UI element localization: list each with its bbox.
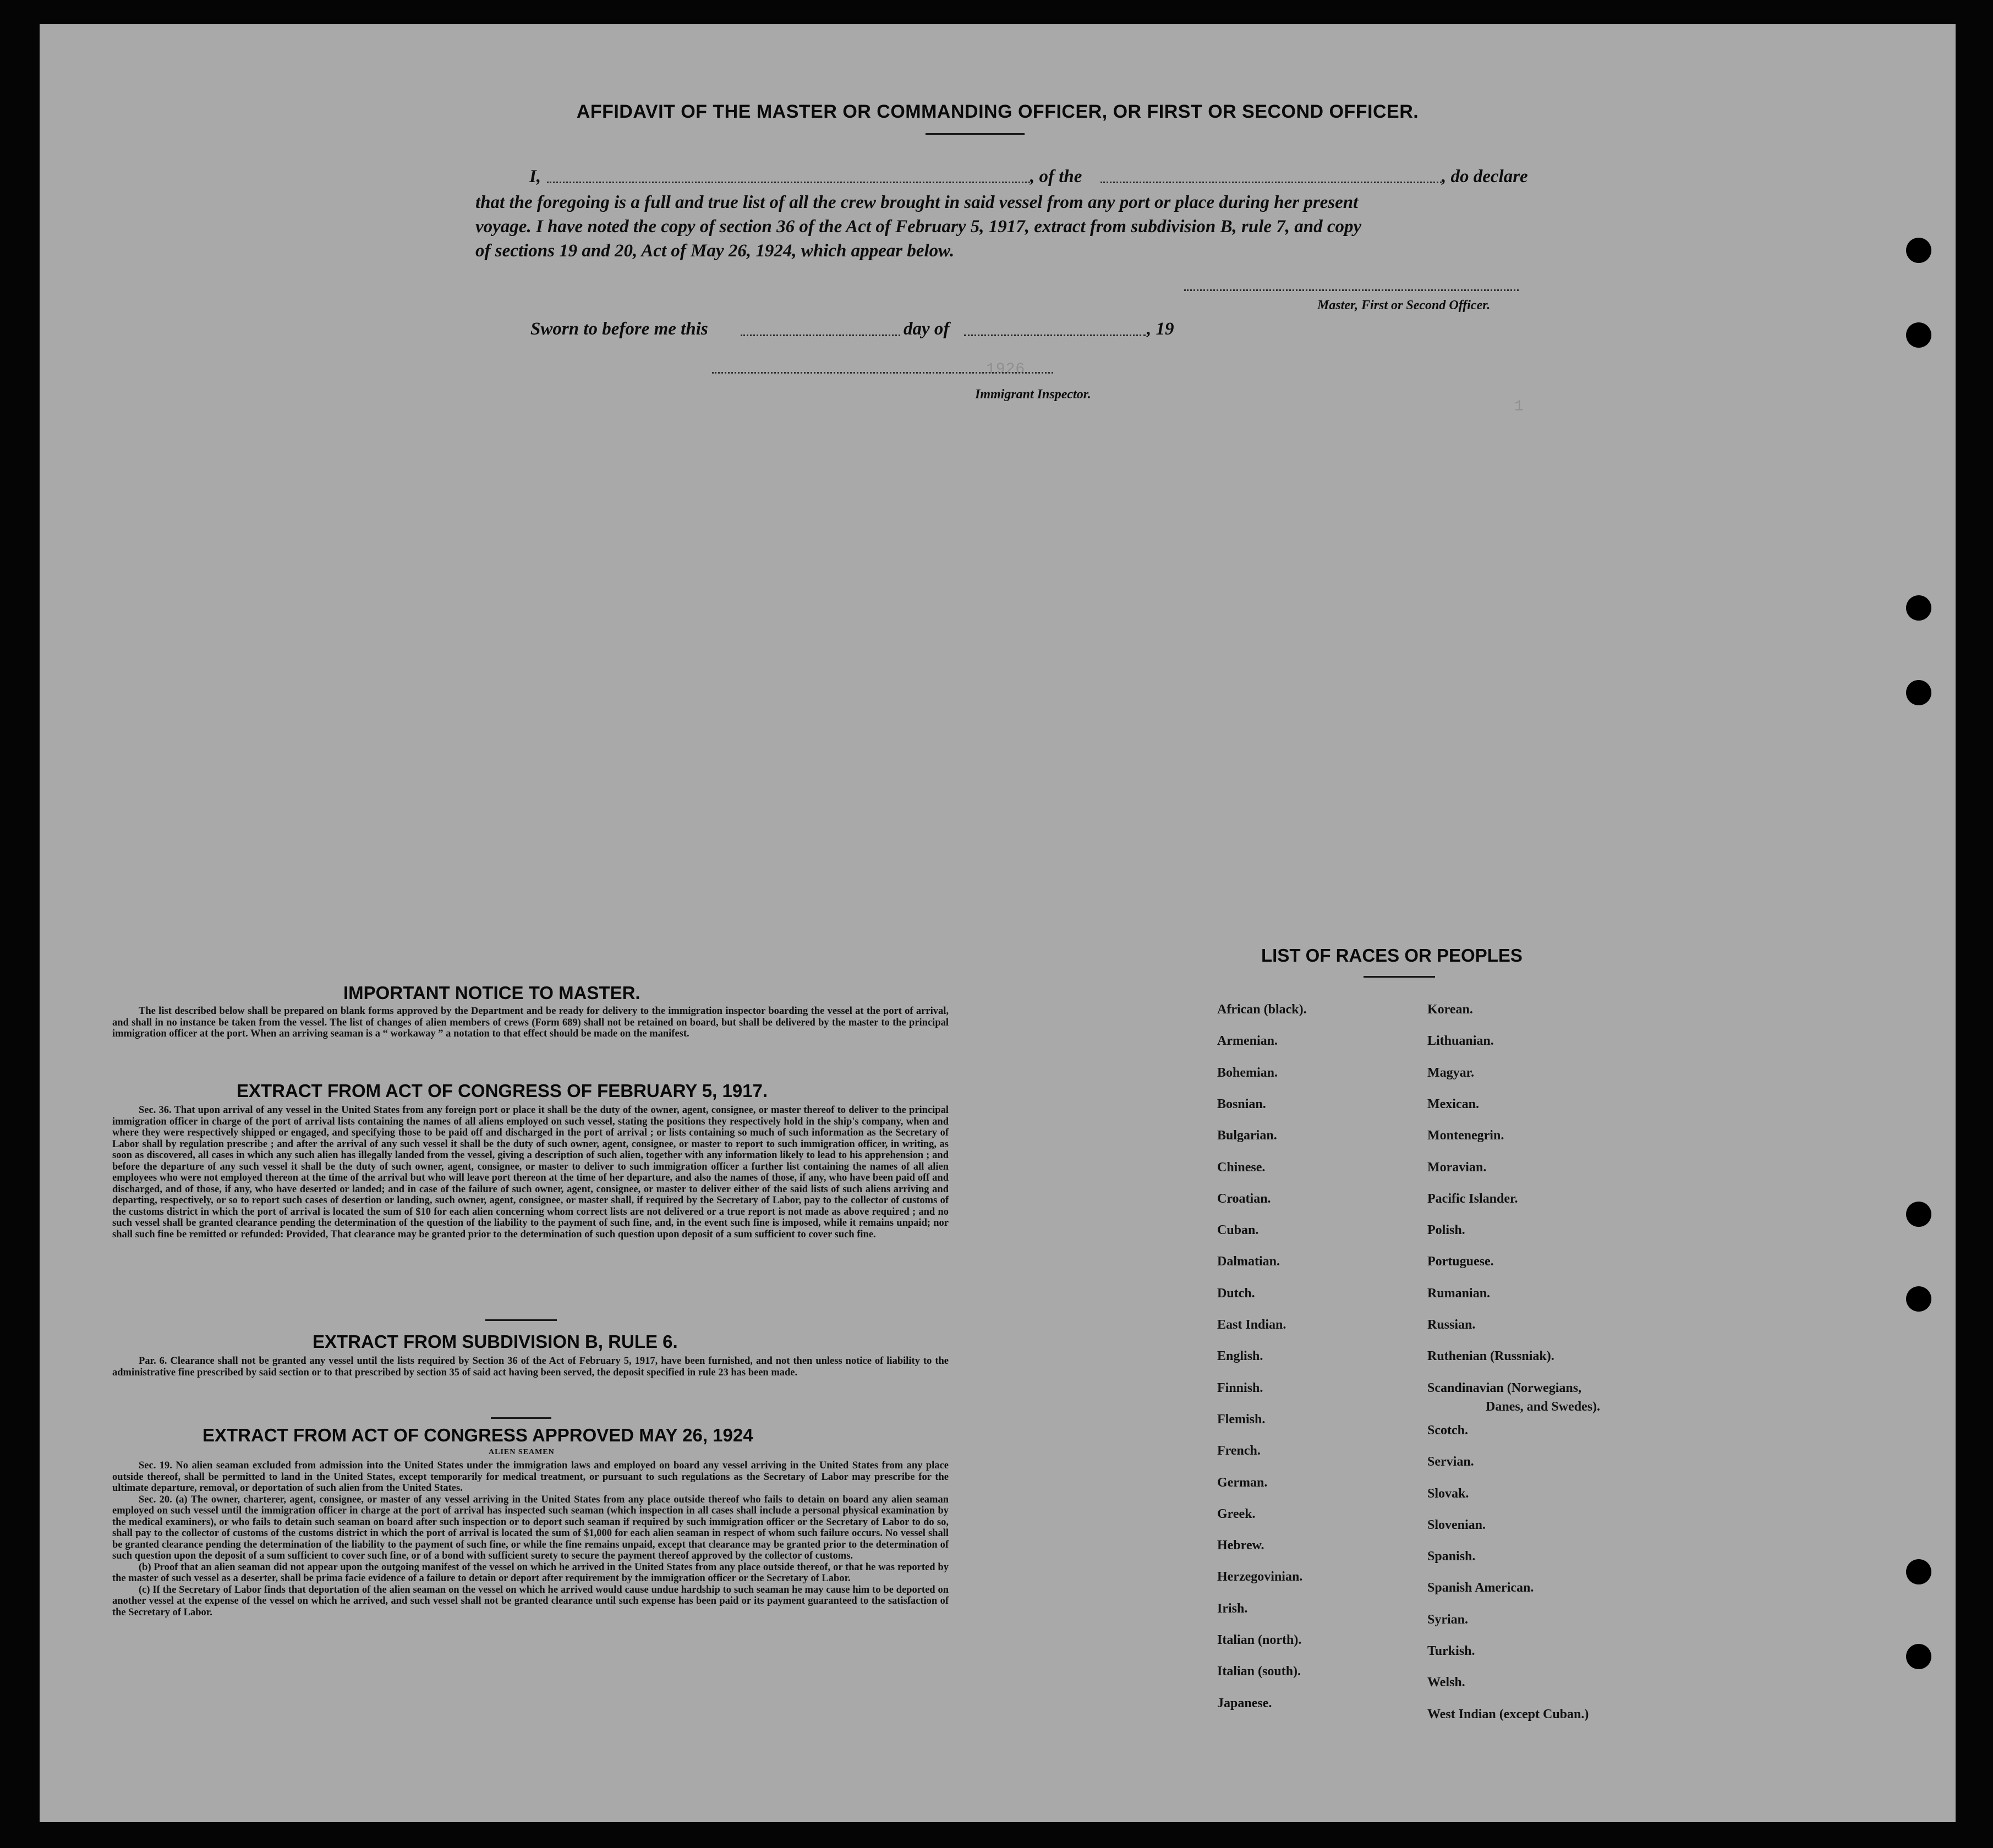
extract-1924-subtitle: ALIEN SEAMEN xyxy=(489,1448,555,1456)
race-item: Moravian. xyxy=(1427,1160,1487,1175)
races-title: LIST OF RACES OR PEOPLES xyxy=(1261,945,1523,966)
race-item: Chinese. xyxy=(1217,1160,1266,1175)
affidavit-line2: that the foregoing is a full and true list of all the crew brought in said vessel from any port or place during her present xyxy=(475,193,1359,212)
race-item: Finnish. xyxy=(1217,1381,1263,1395)
race-item-continuation: Danes, and Swedes). xyxy=(1486,1400,1601,1414)
sworn-month-blank[interactable] xyxy=(964,334,1146,336)
section-20b-paragraph: (b) Proof that an alien seaman did not appear upon the outgoing manifest of the vessel on which he arrived in the United States from any place outside thereof, or that he was reported by the master of such vessel as a deserter, shall be prima facie evidence of a failure to detain or deport after requirement by the immigration officer or the Secretary of Labor. xyxy=(112,1561,949,1584)
binder-hole xyxy=(1906,1286,1931,1312)
race-item: Dalmatian. xyxy=(1217,1254,1280,1269)
race-item: Slovenian. xyxy=(1427,1518,1486,1532)
inspector-signature-blank[interactable] xyxy=(712,372,1053,374)
race-item: Bosnian. xyxy=(1217,1097,1266,1111)
race-item: Italian (north). xyxy=(1217,1633,1302,1647)
race-item: Welsh. xyxy=(1427,1675,1465,1690)
race-item: German. xyxy=(1217,1476,1268,1490)
binder-hole xyxy=(1906,680,1931,705)
race-item: Flemish. xyxy=(1217,1412,1266,1427)
binder-hole xyxy=(1906,1202,1931,1227)
race-item: Syrian. xyxy=(1427,1613,1469,1627)
affidavit-title: AFFIDAVIT OF THE MASTER OR COMMANDING OFFICER, OR FIRST OR SECOND OFFICER. xyxy=(576,101,1419,122)
notice-title: IMPORTANT NOTICE TO MASTER. xyxy=(343,983,640,1003)
race-item: English. xyxy=(1217,1349,1263,1363)
race-item: Greek. xyxy=(1217,1507,1256,1521)
vessel-name-blank[interactable] xyxy=(1100,182,1442,183)
race-item: Dutch. xyxy=(1217,1286,1255,1301)
section-divider xyxy=(485,1319,557,1321)
race-item: Spanish. xyxy=(1427,1549,1476,1564)
race-item: Mexican. xyxy=(1427,1097,1479,1111)
race-item: Scandinavian (Norwegians, xyxy=(1427,1381,1582,1395)
sworn-year: , 19 xyxy=(1147,319,1174,339)
title-underline xyxy=(926,133,1025,135)
race-item: Scotch. xyxy=(1427,1423,1468,1438)
section-20c-paragraph: (c) If the Secretary of Labor finds that deportation of the alien seaman on the vessel on which he arrived would cause undue hardship to such seaman he may cause him to be deported on another vessel at the expense of the vessel on which he arrived, and such vessel shall not be granted clearance until such expense has been paid or its payment guaranteed to the satisfaction of the Secretary of Labor. xyxy=(112,1584,949,1618)
race-item: Cuban. xyxy=(1217,1223,1259,1237)
race-item: Magyar. xyxy=(1427,1066,1475,1080)
race-item: Irish. xyxy=(1217,1602,1248,1616)
race-item: Spanish American. xyxy=(1427,1581,1534,1595)
bleed-through-text: 1926 xyxy=(986,361,1026,378)
race-item: Polish. xyxy=(1427,1223,1465,1237)
section-divider xyxy=(491,1417,551,1419)
race-item: African (black). xyxy=(1217,1002,1307,1017)
races-title-underline xyxy=(1364,976,1435,978)
race-item: Bulgarian. xyxy=(1217,1128,1277,1143)
race-item: Japanese. xyxy=(1217,1696,1272,1710)
race-item: Herzegovinian. xyxy=(1217,1570,1303,1584)
sworn-day-of: day of xyxy=(904,319,950,339)
race-item: Montenegrin. xyxy=(1427,1128,1504,1143)
master-signature-blank[interactable] xyxy=(1184,289,1519,291)
race-item: Bohemian. xyxy=(1217,1066,1278,1080)
rule6-title: EXTRACT FROM SUBDIVISION B, RULE 6. xyxy=(313,1331,678,1352)
sworn-day-blank[interactable] xyxy=(741,334,900,336)
race-item: Russian. xyxy=(1427,1318,1476,1332)
race-item: Croatian. xyxy=(1217,1192,1271,1206)
extract-1917-text xyxy=(112,1105,949,1240)
section-36-paragraph: Sec. 36. That upon arrival of any vessel in the United States from any foreign port or place it shall be the duty of the owner, agent, consignee, or master thereof to deliver to the principal immigration officer in charge of the port of arrival lists containing the names of all aliens employed on such vessel, stating the positions they respectively hold in the ship's company, when and where they were respectively shipped or engaged, and specifying those to be paid off and discharged in the port of arrival ; or lists containing so much of such information as the Secretary of Labor shall by regulation prescribe ; and after the arrival of any such vessel it shall be the duty of such owner, agent, consignee, or master to report to such immigration officer, in writing, as soon as discovered, all cases in which any such alien has illegally landed from the vessel, giving a description of such alien, together with any information likely to lead to his apprehension ; and before the departure of any such vessel it shall be the duty of such owner, agent, consignee, or master to deliver to such immigration officer a further list containing the names of all alien employees who were not employed thereon at the time of the arrival but who will leave port thereon at the time of her departure, and also the names of those, if any, who have been paid off and discharged, and of those, if any, who have deserted or landed; and in case of the failure of such owner, agent, consignee, or master to deliver either of the said lists of such aliens arriving and departing, respectively, or so to report such cases of desertion or landing, such owner, agent, consignee, or master shall, if required by the Secretary of Labor, pay to the collector of customs of the customs district in which the port of arrival is located the sum of $10 for each alien concerning whom correct lists are not delivered or a true report is not made as above required ; and no such vessel shall be granted clearance pending the determination of the question of the liability to the payment of such fine, and, in the event such fine is imposed, while it remains unpaid; nor shall such fine be remitted or refunded: Provided, That clearance may be granted prior to the determination of such question upon deposit of a sum sufficient to cover such fine. xyxy=(112,1105,949,1240)
race-item: Armenian. xyxy=(1217,1034,1278,1048)
race-item: Portuguese. xyxy=(1427,1254,1494,1269)
extract-1917-title: EXTRACT FROM ACT OF CONGRESS OF FEBRUARY 5, 1917. xyxy=(237,1081,768,1101)
notice-text xyxy=(112,1006,949,1040)
race-item: Rumanian. xyxy=(1427,1286,1491,1301)
binder-hole xyxy=(1906,595,1931,621)
inspector-label: Immigrant Inspector. xyxy=(975,387,1091,402)
rule6-text xyxy=(112,1356,949,1378)
section-19-paragraph: Sec. 19. No alien seaman excluded from admission into the United States under the immigration laws and employed on board any vessel arriving in the United States from any place outside thereof, shall be permitted to land in the United States, except temporarily for medical treatment, or pursuant to such regulations as the Secretary of Labor may prescribe for the ultimate departure, removal, or deportation of such alien from the United States. xyxy=(112,1460,949,1494)
race-item: French. xyxy=(1217,1444,1261,1458)
rule6-paragraph: Par. 6. Clearance shall not be granted any vessel until the lists required by Section 36 of the Act of February 5, 1917, have been furnished, and not then unless notice of liability to the administrative fine prescribed by said section or to that prescribed by section 35 of said act having been served, the deposit specified in rule 23 has been made. xyxy=(112,1356,949,1378)
race-item: Korean. xyxy=(1427,1002,1473,1017)
notice-paragraph: The list described below shall be prepared on blank forms approved by the Department and be ready for delivery to the immigration inspector boarding the vessel at the port of arrival, and shall in no instance be taken from the vessel. The list of changes of alien members of crews (Form 689) shall not be retained on board, but shall be delivered by the master to the principal immigration officer at the port. When an arriving seaman is a “ workaway ” a notation to that effect should be made on the manifest. xyxy=(112,1006,949,1039)
binder-hole xyxy=(1906,322,1931,348)
master-name-blank[interactable] xyxy=(547,182,1030,183)
master-signature-label: Master, First or Second Officer. xyxy=(1317,298,1491,312)
document-page xyxy=(40,24,1956,1822)
binder-hole xyxy=(1906,238,1931,263)
race-item: Hebrew. xyxy=(1217,1538,1264,1553)
race-item: West Indian (except Cuban.) xyxy=(1427,1707,1589,1721)
affidavit-of-the: , of the xyxy=(1030,167,1082,187)
race-item: Italian (south). xyxy=(1217,1664,1301,1679)
affidavit-line4: of sections 19 and 20, Act of May 26, 1924, which appear below. xyxy=(475,241,955,261)
sworn-prefix: Sworn to before me this xyxy=(530,319,708,339)
race-item: Lithuanian. xyxy=(1427,1034,1494,1048)
race-item: Ruthenian (Russniak). xyxy=(1427,1349,1554,1363)
race-item: Pacific Islander. xyxy=(1427,1192,1518,1206)
section-20a-paragraph: Sec. 20. (a) The owner, charterer, agent, consignee, or master of any vessel arriving in the United States from any place outside thereof who fails to detain on board any alien seaman employed on such vessel until the immigration officer in charge at the port of arrival has inspected such seaman (which inspection in all cases shall include a personal physical examination by the medical examiners), or who fails to detain such seaman on board after such inspection or to deport such seaman if required by such immigration officer or the Secretary of Labor to do so, shall pay to the collector of customs of the customs district in which the port of arrival is located the sum of $1,000 for each alien seaman in respect of whom such failure occurs. No vessel shall be granted clearance pending the determination of the liability to the payment of such fine, or while the fine remains unpaid, except that clearance may be granted prior to the determination of such question upon the deposit of a sum sufficient to cover such fine, or of a bond with sufficient surety to secure the payment thereof approved by the collector of customs. xyxy=(112,1494,949,1561)
race-item: East Indian. xyxy=(1217,1318,1286,1332)
affidavit-do-declare: , do declare xyxy=(1442,167,1528,187)
race-item: Servian. xyxy=(1427,1455,1474,1469)
binder-hole xyxy=(1906,1559,1931,1584)
race-item: Slovak. xyxy=(1427,1487,1469,1501)
binder-hole xyxy=(1906,1644,1931,1669)
extract-1924-text xyxy=(112,1460,949,1618)
race-item: Turkish. xyxy=(1427,1644,1475,1658)
affidavit-line1-i: I, xyxy=(529,167,541,187)
bleed-through-text: 1 xyxy=(1514,398,1524,415)
extract-1924-title: EXTRACT FROM ACT OF CONGRESS APPROVED MAY 26, 1924 xyxy=(202,1425,753,1445)
affidavit-line3: voyage. I have noted the copy of section 36 of the Act of February 5, 1917, extract from subdivision B, rule 7, and copy xyxy=(475,217,1362,237)
